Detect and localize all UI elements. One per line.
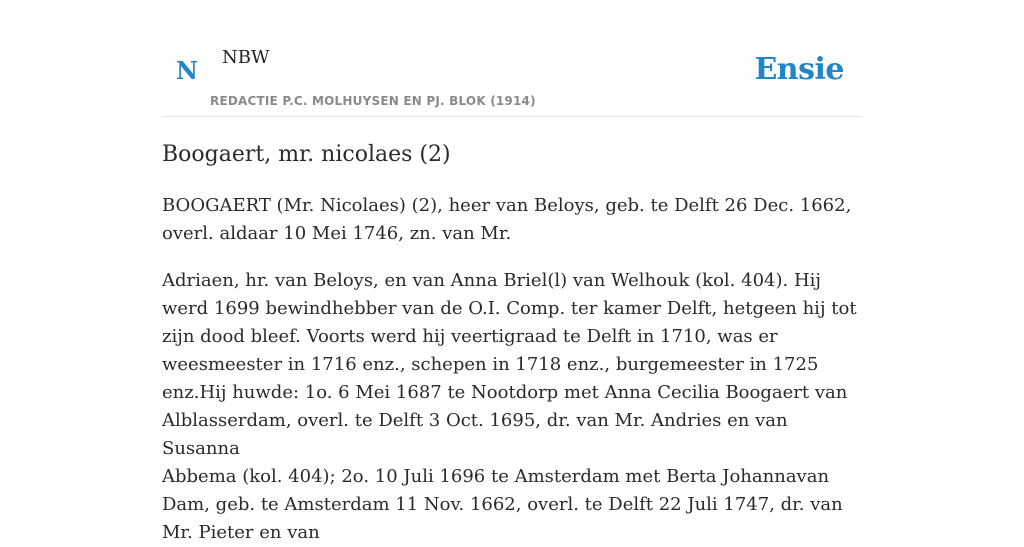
brand-logo[interactable]: Ensie (754, 52, 844, 87)
article-paragraph: Adriaen, hr. van Beloys, en van Anna Briel(l) van Welhouk (kol. 404). Hij werd 1699 bewindhebber van de O.I. Comp. ter kamer Delft, hetgeen hij tot zijn dood bleef. Voorts werd hij veertigraad te Delft in 1710, was er weesmeester in 1716 enz., schepen in 1718 enz., burgemeester in 1725 enz.Hij huwde: 1o. 6 Mei 1687 te Nootdorp met Anna Cecilia Boogaert van Alblasserdam, overl. te Delft 3 Oct. 1695, dr. van Mr. Andries en van Susanna (162, 270, 857, 459)
article-paragraph: BOOGAERT (Mr. Nicolaes) (2), heer van Beloys, geb. te Delft 26 Dec. 1662, overl. aldaar 10 Mei 1746, zn. van Mr. (162, 195, 852, 244)
article-paragraph: Abbema (kol. 404); 2o. 10 Juli 1696 te Amsterdam met Berta Johannavan Dam, geb. te Amsterdam 11 Nov. 1662, overl. te Delft 22 Juli 1747, dr. van Mr. Pieter en van (162, 466, 843, 543)
source-subtitle: REDACTIE P.C. MOLHUYSEN EN PJ. BLOK (1914) (210, 94, 536, 108)
source-header (162, 0, 862, 117)
source-name[interactable]: NBW (222, 47, 270, 68)
article-title: Boogaert, mr. nicolaes (2) (162, 142, 451, 167)
source-logo-letter[interactable]: N (176, 56, 198, 85)
